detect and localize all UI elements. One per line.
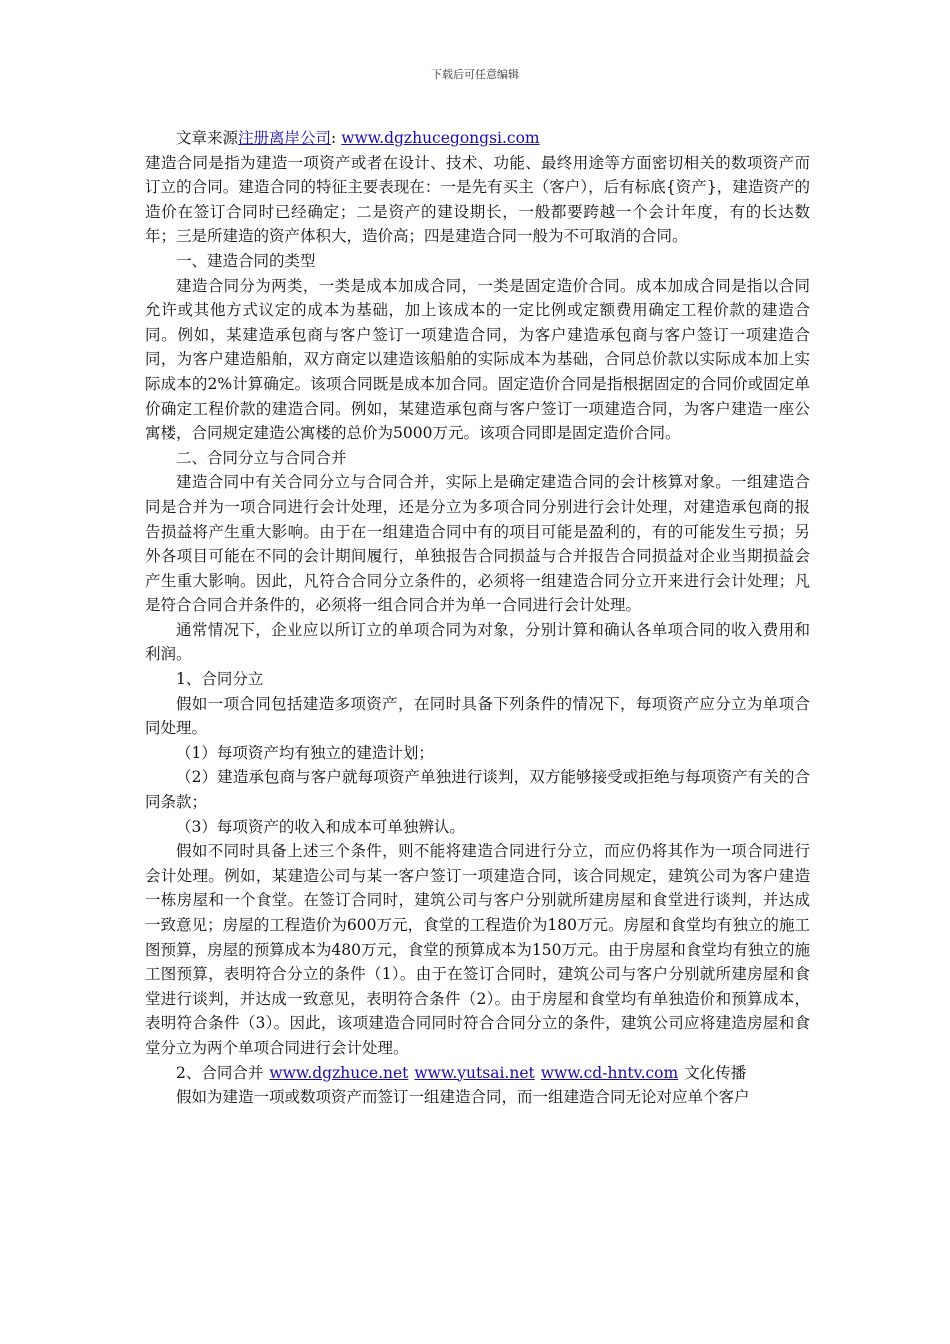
source-link[interactable]: 注册离岸公司 [238, 129, 332, 147]
condition-1: （1）每项资产均有独立的建造计划； [176, 743, 434, 762]
link-dgzhuce[interactable]: www.dgzhuce.net [269, 1063, 409, 1082]
paragraph-split-example: 假如不同时具备上述三个条件，则不能将建造合同进行分立，而应仍将其作为一项合同进行会计处理。例如，某建造公司与某一客户签订一项建造合同，该合同规定，建筑公司为客户建造一栋房屋和一个食堂。在签订合同时，建筑公司与客户分别就所建房屋和食堂进行谈判，并达成一致意见；房屋的工程造价为600万元，食堂的工程造价为180万元。房屋和食堂均有独立的施工图预算，房屋的预算成本为480万元，食堂的预算成本为150万元。由于房屋和食堂均有独立的施工图预算，表明符合分立的条件（1）。由于在签订合同时，建筑公司与客户分别就所建房屋和食堂进行谈判，并达成一致意见，表明符合条件（2）。由于房屋和食堂均有单独造价和预算成本，表明符合条件（3）。因此，该项建造合同同时符合合同分立的条件，建筑公司应将建造房屋和食堂分立为两个单项合同进行会计处理。 [145, 842, 810, 1057]
paragraph-intro: 建造合同是指为建造一项资产或者在设计、技术、功能、最终用途等方面密切相关的数项资产而订立的合同。建造合同的特征主要表现在：一是先有买主（客户），后有标底{资产}，建造资产的造价在签订合同时已经确定；二是资产的建设期长，一般都要跨越一个会计年度，有的长达数年；三是所建造的资产体积大，造价高；四是建造合同一般为不可取消的合同。 [145, 153, 810, 246]
heading-merge-label: 2、合同合并 [176, 1063, 264, 1082]
source-url-link[interactable]: www.dgzhucegongsi.com [341, 129, 540, 147]
heading-contract-merge [145, 1061, 810, 1086]
document-body [145, 126, 810, 1110]
paragraph-split-merge: 建造合同中有关合同分立与合同合并，实际上是确定建造合同的会计核算对象。一组建造合同是合并为一项合同进行会计处理，还是分立为多项合同分别进行会计处理，对建造承包商的报告损益将产生重大影响。由于在一组建造合同中有的项目可能是盈利的，有的可能发生亏损；另外各项目可能在不同的会计期间履行，单独报告合同损益与合并报告合同损益对企业当期损益会产生重大影响。因此，凡符合合同分立条件的，必须将一组建造合同分立开来进行会计处理；凡是符合合同合并条件的，必须将一组合同合并为单一合同进行会计处理。 [145, 473, 810, 615]
paragraph-merge: 假如为建造一项或数项资产而签订一组建造合同，而一组建造合同无论对应单个客户 [176, 1088, 750, 1107]
page-header: 下载后可任意编辑 [431, 68, 519, 81]
condition-3: （3）每项资产的收入和成本可单独辨认。 [176, 817, 465, 836]
source-prefix: 文章来源 [176, 129, 239, 147]
paragraph-usual-case: 通常情况下，企业应以所订立的单项合同为对象，分别计算和确认各单项合同的收入费用和利润。 [145, 620, 810, 664]
heading-merge-suffix: 文化传播 [684, 1063, 747, 1082]
paragraph-contract-types: 建造合同分为两类，一类是成本加成合同，一类是固定造价合同。成本加成合同是指以合同允许或其他方式议定的成本为基础，加上该成本的一定比例或定额费用确定工程价款的建造合同。例如，某建造承包商与客户签订一项建造合同，为客户建造承包商与客户签订一项建造合同，为客户建造船舶，双方商定以建造该船舶的实际成本为基础，合同总价款以实际成本加上实际成本的2%计算确定。该项合同既是成本加合同。固定造价合同是指根据固定的合同价或固定单价确定工程价款的建造合同。例如，某建造承包商与客户签订一项建造合同，为客户建造一座公寓楼，合同规定建造公寓楼的总价为5000万元。该项合同即是固定造价合同。 [145, 276, 810, 443]
paragraph-split-conditions: 假如一项合同包括建造多项资产，在同时具备下列条件的情况下，每项资产应分立为单项合同处理。 [145, 694, 810, 738]
link-cd-hntv[interactable]: www.cd-hntv.com [540, 1063, 679, 1082]
heading-contract-split: 1、合同分立 [176, 670, 264, 689]
source-line [145, 126, 810, 151]
heading-split-merge: 二、合同分立与合同合并 [176, 448, 347, 467]
source-colon: : [331, 129, 342, 147]
link-yutsai[interactable]: www.yutsai.net [414, 1063, 535, 1082]
condition-2: （2）建造承包商与客户就每项资产单独进行谈判，双方能够接受或拒绝与每项资产有关的合同条款； [145, 768, 810, 812]
heading-contract-types: 一、建造合同的类型 [176, 251, 316, 270]
